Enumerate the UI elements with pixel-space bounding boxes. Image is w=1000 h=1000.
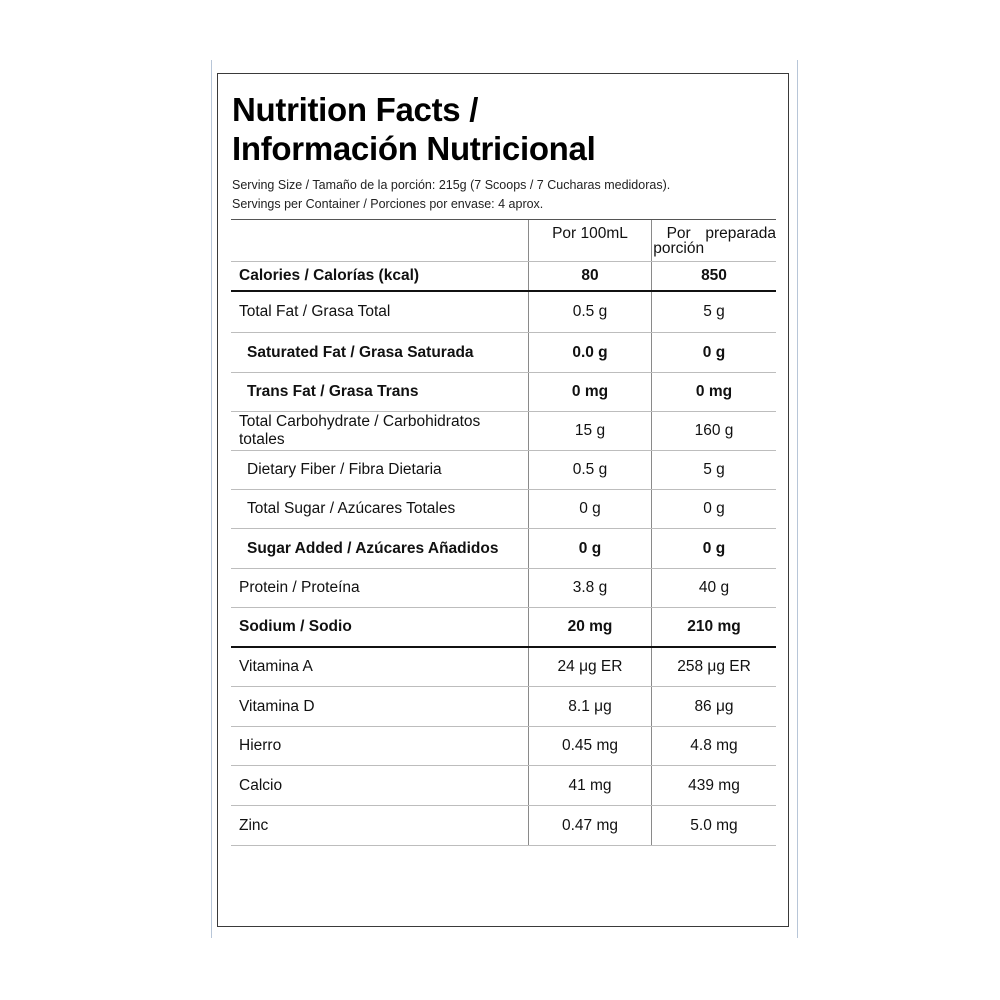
- vitamin-per-100: 24 μg ER: [528, 648, 651, 686]
- vitamin-label: Vitamina D: [239, 697, 315, 715]
- vitamin-label: Calcio: [239, 776, 283, 794]
- header-blank: [231, 220, 528, 261]
- nutrient-per-portion: 5 g: [651, 292, 776, 332]
- calories-row: [231, 262, 776, 292]
- vitamin-label: Vitamina A: [239, 658, 313, 675]
- nutrient-label: Protein / Proteína: [239, 579, 360, 596]
- nutrient-per-100: 20 mg: [528, 608, 651, 646]
- nutrient-per-portion: 0 mg: [651, 373, 776, 411]
- nutrient-row-dietary-fiber: [231, 451, 776, 490]
- nutrient-label: Total Sugar / Azúcares Totales: [247, 500, 456, 517]
- vitamin-row-a: [231, 648, 776, 687]
- nutrient-per-portion: 160 g: [651, 412, 776, 450]
- nutrient-row-total-carbohydrate: [231, 412, 776, 451]
- nutrient-per-100: 0.0 g: [528, 333, 651, 372]
- nutrient-row-trans-fat: [231, 373, 776, 412]
- nutrient-row-protein: [231, 569, 776, 608]
- nutrient-per-portion: 0 g: [651, 333, 776, 372]
- table-header-row: [231, 220, 776, 262]
- serving-info: [232, 176, 670, 214]
- vitamin-per-100: 0.47 mg: [528, 806, 651, 845]
- nutrient-per-100: 0.5 g: [528, 292, 651, 332]
- vitamin-per-100: 41 mg: [528, 766, 651, 805]
- nutrient-per-100: 3.8 g: [528, 569, 651, 607]
- servings-per-container: Servings per Container / Porciones por envase: 4 aprox.: [232, 197, 544, 211]
- nutrient-label: Sodium / Sodio: [239, 618, 352, 635]
- nutrient-row-sodium: [231, 608, 776, 648]
- nutrient-per-100: 0 g: [528, 529, 651, 568]
- vitamin-per-portion: 86 μg: [651, 687, 776, 726]
- vitamin-label: Zinc: [239, 816, 269, 834]
- calories-per-100: 80: [528, 262, 651, 290]
- nutrient-per-100: 0.5 g: [528, 451, 651, 489]
- serving-size: Serving Size / Tamaño de la porción: 215g (7 Scoops / 7 Cucharas medidoras).: [232, 178, 671, 192]
- vitamin-per-100: 8.1 μg: [528, 687, 651, 726]
- nutrient-per-portion: 210 mg: [651, 608, 776, 646]
- nutrient-label: Sugar Added / Azúcares Añadidos: [247, 539, 499, 557]
- nutrition-table: [231, 219, 776, 846]
- header-per-100: Por 100mL: [528, 220, 651, 261]
- calories-label: Calories / Calorías (kcal): [239, 267, 420, 284]
- nutrient-row-saturated-fat: [231, 333, 776, 373]
- label-title: [232, 90, 595, 168]
- nutrient-row-total-fat: [231, 292, 776, 333]
- vitamin-per-100: 0.45 mg: [528, 727, 651, 765]
- header-per-portion: [651, 220, 776, 261]
- header-per-portion-line-1: Por porción: [653, 225, 705, 257]
- nutrient-per-portion: 0 g: [651, 490, 776, 528]
- calories-per-portion: 850: [651, 262, 776, 290]
- nutrition-label: [217, 73, 789, 927]
- vitamin-per-portion: 258 μg ER: [651, 648, 776, 686]
- mineral-row-calcio: [231, 766, 776, 806]
- nutrient-per-100: 0 g: [528, 490, 651, 528]
- nutrient-per-portion: 40 g: [651, 569, 776, 607]
- header-per-portion-line-2: preparada: [705, 225, 776, 242]
- vitamin-label: Hierro: [239, 737, 282, 754]
- title-line-1: Nutrition Facts /: [232, 91, 479, 128]
- vitamin-per-portion: 439 mg: [651, 766, 776, 805]
- page-edge-right: [797, 60, 798, 938]
- nutrient-per-100: 15 g: [528, 412, 651, 450]
- nutrient-per-portion: 5 g: [651, 451, 776, 489]
- nutrient-row-total-sugar: [231, 490, 776, 529]
- nutrient-label: Total Fat / Grasa Total: [239, 303, 391, 320]
- vitamin-row-d: [231, 687, 776, 727]
- nutrient-label: Trans Fat / Grasa Trans: [247, 383, 419, 400]
- nutrient-per-portion: 0 g: [651, 529, 776, 568]
- nutrient-label: Saturated Fat / Grasa Saturada: [247, 343, 474, 361]
- title-line-2: Información Nutricional: [232, 130, 596, 167]
- nutrient-per-100: 0 mg: [528, 373, 651, 411]
- mineral-row-zinc: [231, 806, 776, 846]
- nutrient-label: Total Carbohydrate / Carbohidratos totales: [239, 413, 481, 448]
- vitamin-per-portion: 4.8 mg: [651, 727, 776, 765]
- page-edge-left: [211, 60, 212, 938]
- vitamin-per-portion: 5.0 mg: [651, 806, 776, 845]
- nutrient-label: Dietary Fiber / Fibra Dietaria: [247, 461, 442, 478]
- mineral-row-hierro: [231, 727, 776, 766]
- nutrient-row-sugar-added: [231, 529, 776, 569]
